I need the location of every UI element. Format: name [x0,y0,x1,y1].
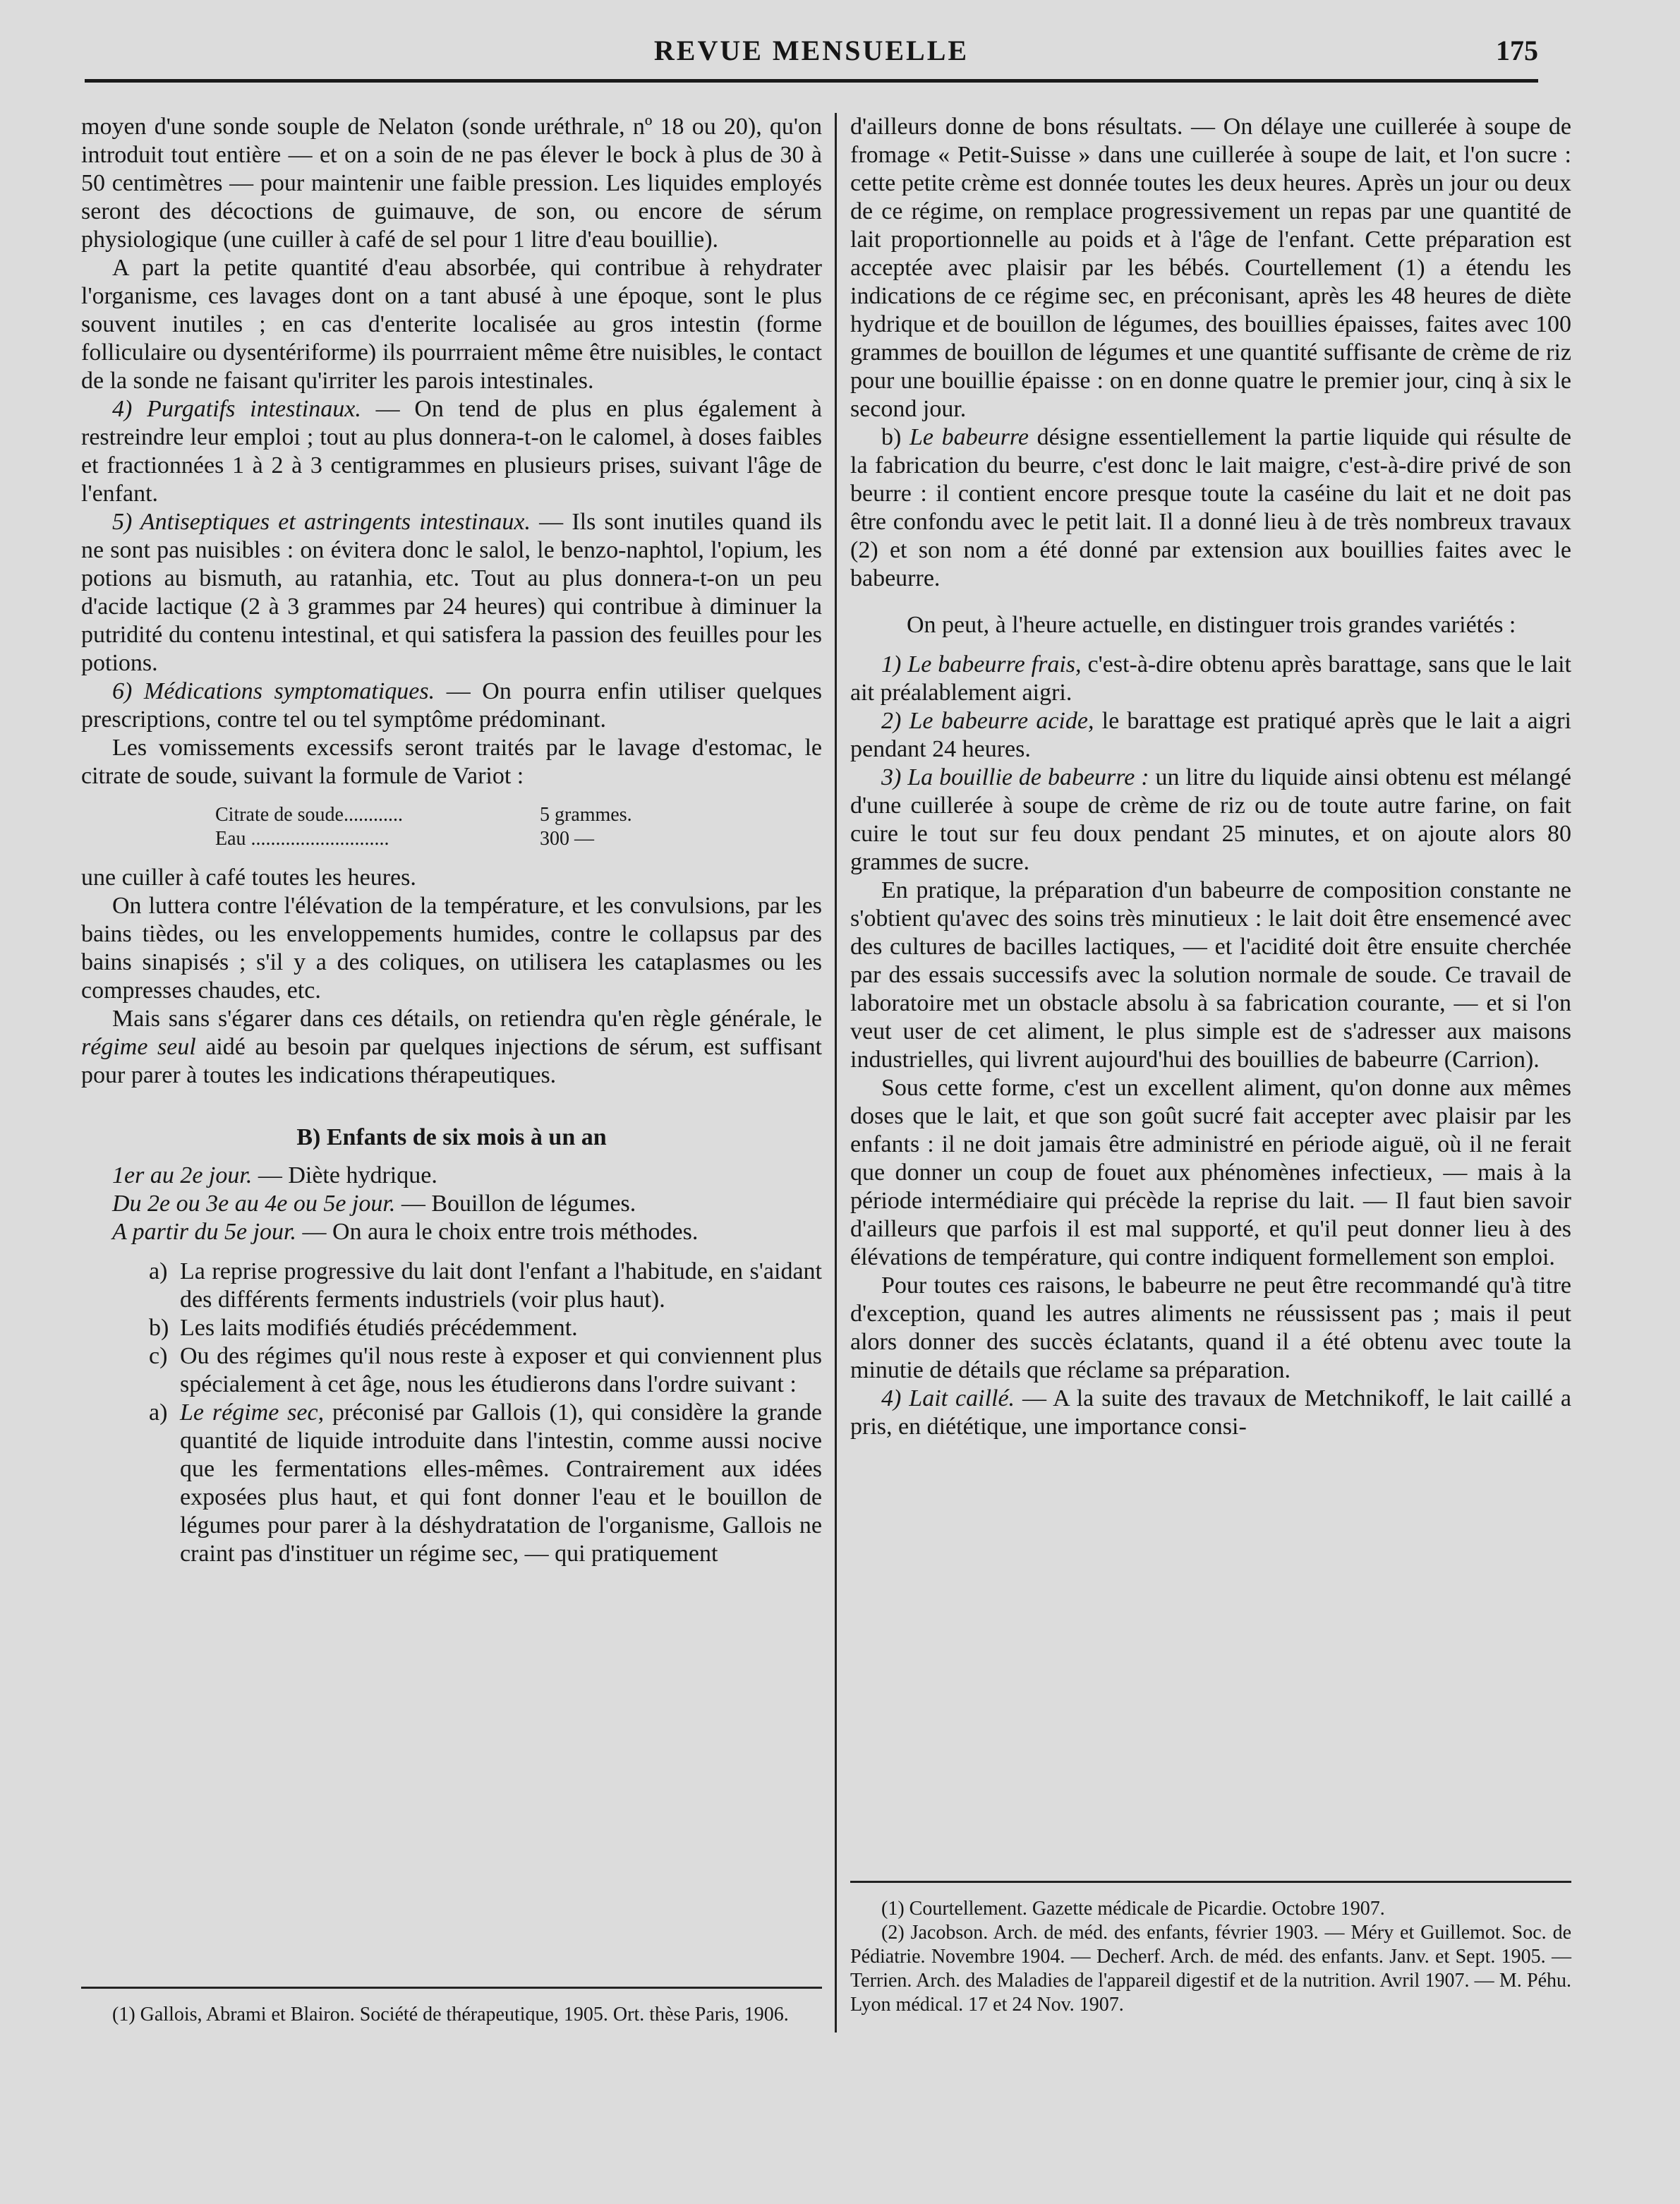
formula-row: Citrate de soude............ 5 grammes. [215,804,632,826]
diet-day: 1er au 2e jour. — Diète hydrique. [112,1162,437,1188]
paragraph: d'ailleurs donne de bons résultats. — On délaye une cuillerée à soupe de fromage « Petit-Suisse » dans une cuillerée à soupe de lait, et l'on sucre : cette petite crème est donnée toutes les deux heures. Après un jour ou deux de ce régime, on remplace progressivement un repas par une quantité de lait proportionnelle au poids et à l'âge de l'enfant. Cette préparation est acceptée avec plaisir par les bébés. Courtellement (1) a étendu les indications de ce régime sec, en préconisant, après les 48 heures de diète hydrique et de bouillon de légumes, des bouillies épaisses, faites avec 100 grammes de bouillon de légumes et une quantité suffisante de crème de riz pour une bouillie épaisse : on en donne quatre le premier jour, cinq à six le second jour. [850,114,1571,422]
footnote: (1) Courtellement. Gazette médicale de Picardie. Octobre 1907. [881,1898,1385,1920]
paragraph: Sous cette forme, c'est un excellent aliment, qu'on donne aux mêmes doses que le lait, et que son goût sucré fait accepter avec plaisir par les enfants : il ne doit jamais être administré en période aiguë, où il ne ferait que donner un coup de fouet aux phénomènes infectieux, — mais à la période intermédiaire qui précède la reprise du lait. — Il faut bien savoir d'ailleurs que parfois il est mal supporté, et qu'il peut donner lieu à des élévations de température, qui contre indiquent formellement son emploi. [850,1075,1571,1270]
footnotes-right [850,1881,1571,2017]
footnote: (1) Gallois, Abrami et Blairon. Société de thérapeutique, 1905. Ort. thèse Paris, 1906. [112,2004,789,2025]
diet-day: A partir du 5e jour. — On aura le choix entre trois méthodes. [112,1219,699,1245]
paragraph: 4) Lait caillé. — A la suite des travaux de Metchnikoff, le lait caillé a pris, en diététique, une importance consi- [850,1385,1571,1440]
section-label: 6) Médications symptomatiques. [112,678,435,704]
footnote-rule [81,1987,822,1989]
diet-day: Du 2e ou 3e au 4e ou 5e jour. — Bouillon de légumes. [112,1191,636,1217]
paragraph: 6) Médications symptomatiques. — On pourra enfin utiliser quelques prescriptions, contre tel ou tel symptôme prédominant. [81,678,822,733]
variety-item: 2) Le babeurre acide, le barattage est pratiqué après que le lait a aigri pendant 24 heures. [850,708,1571,762]
paragraph: 4) Purgatifs intestinaux. — On tend de plus en plus également à restreindre leur emploi ; tout au plus donnera-t-on le calomel, à doses faibles et fractionnées 1 à 2 à 3 centigrammes en plusieurs prises, suivant l'âge de l'enfant. [81,396,822,507]
list-item: a) La reprise progressive du lait dont l'enfant a l'habitude, en s'aidant des différents ferments industriels (voir plus haut). [149,1258,822,1313]
journal-title: REVUE MENSUELLE [653,35,969,66]
footnotes-left [81,1987,822,2027]
list-item: c) Ou des régimes qu'il nous reste à exposer et qui conviennent plus spécialement à cet âge, nous les étudierons dans l'ordre suivant : [149,1343,822,1397]
footnote-rule [850,1881,1571,1883]
paragraph: On peut, à l'heure actuelle, en distinguer trois grandes variétés : [907,612,1516,638]
prescription-formula [215,803,822,851]
paragraph: En pratique, la préparation d'un babeurre de composition constante ne s'obtient qu'avec des soins très minutieux : le lait doit être ensemencé avec des cultures de bacilles lactiques, — et l'acidité doit être ensuite cherchée par des essais successifs avec la solution normale de soude. Ce travail de laboratoire met un obstacle absolu à sa fabrication courante, — et si l'on veut user de cet aliment, le plus simple est de s'adresser aux maisons industrielles, qui livrent aujourd'hui des bouillies de babeurre (Carrion). [850,877,1571,1073]
paragraph: 5) Antiseptiques et astringents intestinaux. — Ils sont inutiles quand ils ne sont pas nuisibles : on évitera donc le salol, le benzo-naphtol, l'opium, les potions au bismuth, au ratanhia, etc. Tout au plus donnera-t-on un peu d'acide lactique (2 à 3 grammes par 24 heures) qui contribue à diminuer la putridité du contenu intestinal, et qui satisfera la passion des feuilles pour les potions. [81,509,823,676]
page-number: 175 [1496,35,1538,66]
right-column [850,113,1571,1441]
list-item: b) Les laits modifiés étudiés précédemment. [149,1315,578,1341]
paragraph: Les vomissements excessifs seront traités par le lavage d'estomac, le citrate de soude, suivant la formule de Variot : [81,735,822,789]
paragraph: moyen d'une sonde souple de Nelaton (sonde uréthrale, nº 18 ou 20), qu'on introduit tout entière — et on a soin de ne pas élever le bock à plus de 30 à 50 centimètres — pour maintenir une faible pression. Les liquides employés seront des décoctions de guimauve, de son, ou encore de sérum physiologique (une cuiller à café de sel pour 1 litre d'eau bouillie). [81,114,822,253]
section-label: 4) Purgatifs intestinaux. [112,396,361,422]
paragraph: Pour toutes ces raisons, le babeurre ne peut être recommandé qu'à titre d'exception, quand les autres aliments ne réussissent pas ; mais il peut alors donner des succès éclatants, quand il a été obtenu avec toute la minutie de détails que réclame sa préparation. [850,1272,1571,1383]
list-item: a) Le régime sec, préconisé par Gallois (1), qui considère la grande quantité de liquide introduite dans l'intestin, comme aussi nocive que les fermentations elles-mêmes. Contrairement aux idées exposées plus haut, et qui font donner l'eau et le bouillon de légumes pour parer à la déshydratation de l'organisme, Gallois ne craint pas d'instituer un régime sec, — qui pratiquement [149,1399,823,1567]
running-header [85,34,1538,79]
variety-item: 3) La bouillie de babeurre : un litre du liquide ainsi obtenu est mélangé d'une cuillerée à soupe de crème de riz ou de toute autre farine, on fait cuire le tout sur feu doux pendant 25 minutes, et on ajoute alors 80 grammes de sucre. [850,764,1571,875]
variety-item: 1) Le babeurre frais, c'est-à-dire obtenu après barattage, sans que le lait ait préalablement aigri. [850,651,1571,706]
paragraph: A part la petite quantité d'eau absorbée, qui contribue à rehydrater l'organisme, ces lavages dont on a tant abusé à une époque, sont le plus souvent inutiles ; en cas d'enterite localisée au gros intestin (forme folliculaire ou dysentériforme) ils pourrraient même être nuisibles, le contact de la sonde ne faisant qu'irriter les parois intestinales. [81,255,822,394]
paragraph: une cuiller à café toutes les heures. [81,865,416,891]
left-column [81,113,822,1568]
section-label: 5) Antiseptiques et astringents intestinaux. [112,509,531,535]
footnote: (2) Jacobson. Arch. de méd. des enfants, février 1903. — Méry et Guillemot. Soc. de Pédiatrie. Novembre 1904. — Decherf. Arch. de méd. des enfants. Janv. et Sept. 1905. — Terrien. Arch. des Maladies de l'appareil digestif et de la nutrition. Avril 1907. — M. Péhu. Lyon médical. 17 et 24 Nov. 1907. [850,1922,1571,2016]
paragraph: On luttera contre l'élévation de la température, et les convulsions, par les bains tièdes, ou les enveloppements humides, contre le collapsus par des bains sinapisés ; s'il y a des coliques, on utilisera les cataplasmes ou les compresses chaudes, etc. [81,893,822,1004]
section-heading: B) Enfants de six mois à un an [296,1124,607,1150]
formula-row: Eau ............................ 300 — [215,828,594,850]
method-list [81,1258,822,1568]
paragraph: Mais sans s'égarer dans ces détails, on retiendra qu'en règle générale, le régime seul aidé au besoin par quelques injections de sérum, est suffisant pour parer à toutes les indications thérapeutiques. [81,1006,823,1088]
column-divider [835,113,837,2033]
header-rule [85,79,1538,83]
paragraph: b) Le babeurre désigne essentiellement la partie liquide qui résulte de la fabrication du beurre, c'est donc le lait maigre, c'est-à-dire privé de son beurre : il contient encore presque toute la caséine du lait et ne doit pas être confondu avec le petit lait. Il a donné lieu à de très nombreux travaux (2) et son nom a été donné par extension aux bouillies faites avec le babeurre. [850,424,1572,591]
